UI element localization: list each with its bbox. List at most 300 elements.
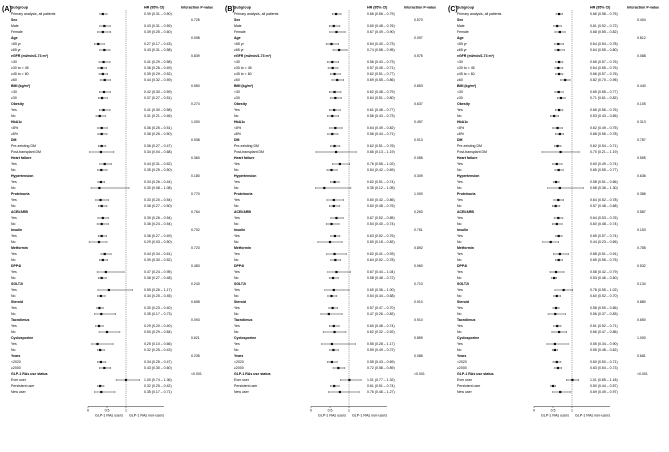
row-label: GLP-1 RAs use status (11, 372, 48, 377)
x-label-left: GLP-1 RAs users (95, 413, 123, 418)
hr-point (104, 163, 106, 165)
hr-point (101, 127, 103, 129)
hr-point (333, 199, 335, 201)
row-label: Heart failure (234, 156, 255, 161)
row-label: ≥2000 (457, 366, 467, 371)
hr-point (98, 325, 100, 327)
hr-point (558, 61, 560, 63)
row-hr-text: 0.62 (0.51 – 0.76) (367, 144, 395, 149)
row-label: Post-transplant DM (234, 150, 264, 155)
row-label: SGLT2i (457, 282, 469, 287)
x-tick-label: 0.5 (550, 408, 556, 413)
hr-point (554, 313, 556, 315)
row-label: ACEI/ARB (457, 210, 474, 215)
row-label: <65 yr (234, 42, 244, 47)
row-p-value: 0.812 (637, 36, 646, 41)
row-hr-text: 0.39 (0.25 – 0.60) (144, 30, 172, 35)
row-hr-text: 0.47 (0.24 – 0.95) (144, 270, 172, 275)
row-label: Steroid (234, 300, 247, 305)
row-hr-text: 0.34 (0.25 – 0.47) (144, 360, 172, 365)
x-tick-label: 0.5 (104, 408, 110, 413)
row-hr-text: 0.55 (0.26 – 1.17) (144, 288, 172, 293)
row-label: HbA1c (457, 120, 469, 125)
row-label: Yes (11, 198, 17, 203)
row-hr-text: 0.44 (0.23 – 0.65) (590, 240, 618, 245)
row-hr-text: 0.34 (0.04 – 0.68) (144, 150, 172, 155)
hr-point (555, 181, 557, 183)
row-label: HbA1c (234, 120, 246, 125)
row-label: Age (234, 36, 241, 41)
hr-point (101, 67, 103, 69)
row-label: Female (457, 30, 469, 35)
row-label: ≥8% (234, 132, 241, 137)
row-hr-text: 0.67 (0.49 – 0.90) (367, 30, 395, 35)
header-hr-ci: HR (95% CI) (367, 5, 388, 10)
row-hr-text: 0.62 (0.54 – 0.71) (590, 144, 618, 149)
x-tick-label: 0.5 (327, 408, 333, 413)
hr-point (558, 331, 560, 333)
row-label: No (457, 348, 462, 353)
row-label: No (11, 168, 16, 173)
row-hr-text: 0.71 (0.61 – 0.82) (590, 96, 618, 101)
hr-point (554, 349, 556, 351)
row-label: DPP4i (11, 264, 22, 269)
row-label: Yes (234, 180, 240, 185)
hr-point (333, 25, 335, 27)
row-hr-text: 0.35 (0.17 – 0.71) (144, 390, 172, 395)
row-p-value: 0.621 (191, 336, 200, 341)
row-hr-text: 0.60 (0.50 – 0.71) (590, 360, 618, 365)
row-label: ≥30 to < 45 (11, 66, 29, 71)
hr-point (97, 43, 99, 45)
hr-point (335, 13, 337, 15)
row-p-value: 0.960 (414, 264, 423, 269)
row-hr-text: 0.62 (0.51 – 0.74) (367, 180, 395, 185)
hr-point (331, 61, 333, 63)
row-hr-text: 0.72 (0.58 – 0.89) (367, 366, 395, 371)
row-label: No (234, 294, 239, 299)
row-p-value: 1.000 (637, 336, 646, 341)
row-label: Persistent user (11, 384, 35, 389)
row-label: Primary analysis, all patients (457, 12, 502, 17)
row-hr-text: 0.66 (0.47 – 0.86) (590, 330, 618, 335)
row-hr-text: 0.63 (0.52 – 0.76) (367, 234, 395, 239)
row-label: No (234, 330, 239, 335)
row-hr-text: 0.60 (0.48 – 0.76) (367, 24, 395, 29)
row-hr-text: 0.59 (0.49 – 0.72) (367, 348, 395, 353)
row-p-value: 0.404 (637, 18, 646, 23)
row-hr-text: 0.65 (0.56 – 0.75) (590, 258, 618, 263)
row-label: BMI (kg/m²) (234, 84, 254, 89)
row-label: Yes (11, 252, 17, 257)
row-label: Hypertension (234, 174, 257, 179)
hr-point (571, 379, 573, 381)
row-label: ≥65 yr (11, 48, 21, 53)
row-hr-text: 0.36 (0.27 – 0.50) (144, 204, 172, 209)
forest-panel-c (448, 6, 659, 418)
row-hr-text: 0.66 (0.57 – 0.76) (590, 72, 618, 77)
hr-point (552, 385, 554, 387)
row-label: Yes (11, 180, 17, 185)
row-p-value: 0.787 (637, 138, 646, 143)
row-label: Sex (11, 18, 18, 23)
row-label: ≥60 (457, 78, 463, 83)
row-p-value: 0.913 (414, 138, 423, 143)
hr-point (100, 151, 102, 153)
row-hr-text: 0.55 (0.48 – 0.62) (590, 348, 618, 353)
row-hr-text: 0.47 (0.26 – 0.82) (367, 312, 395, 317)
row-label: ≥8% (457, 132, 464, 137)
row-hr-text: 0.61 (0.52 – 0.71) (590, 324, 618, 329)
hr-point (100, 361, 102, 363)
hr-point (557, 67, 559, 69)
row-hr-text: 0.53 (0.46 – 0.60) (590, 276, 618, 281)
row-label: Age (457, 36, 464, 41)
hr-point (555, 205, 557, 207)
row-p-value: 0.636 (637, 174, 646, 179)
row-label: Primary analysis, all patients (11, 12, 56, 17)
hr-point (558, 235, 560, 237)
row-hr-text: 0.64 (0.54 – 0.78) (590, 42, 618, 47)
row-p-value: 0.274 (191, 102, 200, 107)
hr-point (103, 49, 105, 51)
x-tick-label: 0 (533, 408, 535, 413)
row-p-value: 0.085 (414, 156, 423, 161)
row-p-value: 0.785 (637, 246, 646, 251)
row-label: ≥45 to < 60 (234, 72, 252, 77)
row-hr-text: 0.36 (0.27 – 0.48) (144, 276, 172, 281)
row-label: Yes (457, 234, 463, 239)
hr-point (560, 151, 562, 153)
row-hr-text: 0.35 (0.12 – 1.05) (367, 186, 395, 191)
row-p-value: 0.880 (637, 300, 646, 305)
row-label: Yes (234, 234, 240, 239)
row-hr-text: 0.63 (0.54 – 0.73) (590, 366, 618, 371)
row-hr-text: 0.30 (0.08 – 1.08) (144, 186, 172, 191)
hr-point (333, 73, 335, 75)
row-label: Pre-existing DM (11, 144, 36, 149)
row-label: Cyclosporine (234, 336, 257, 341)
hr-point (332, 307, 334, 309)
row-hr-text: 0.36 (0.24 – 0.54) (144, 222, 172, 227)
row-label: Yes (234, 342, 240, 347)
row-label: No (11, 240, 16, 245)
x-label-right: GLP-1 RAs non-users (129, 413, 165, 418)
hr-point (330, 169, 332, 171)
row-label: Years (234, 354, 244, 359)
row-hr-text: 0.66 (0.56 – 0.79) (367, 12, 395, 17)
row-label: No (11, 312, 16, 317)
hr-point (102, 13, 104, 15)
row-label: Male (11, 24, 19, 29)
row-label: No (457, 114, 462, 119)
row-hr-text: 0.50 (0.29 – 0.84) (144, 330, 172, 335)
hr-point (106, 331, 108, 333)
row-p-value: 0.570 (414, 18, 423, 23)
hr-point (331, 133, 333, 135)
row-hr-text: 0.61 (0.52 – 0.72) (590, 24, 618, 29)
row-label: Post-transplant DM (457, 150, 487, 155)
header-subgroup: Subgroup (457, 5, 474, 10)
row-label: <30 (234, 90, 240, 95)
row-hr-text: 0.62 (0.48 – 0.79) (367, 90, 395, 95)
row-label: ≥60 (234, 78, 240, 83)
row-label: Yes (457, 252, 463, 257)
hr-point (556, 325, 558, 327)
hr-point (104, 79, 106, 81)
row-hr-text: 0.54 (0.40 – 0.73) (367, 42, 395, 47)
row-hr-text: 1.01 (0.77 – 1.32) (367, 378, 395, 383)
row-label: DPP4i (234, 264, 245, 269)
row-hr-text: 0.60 (0.48 – 0.76) (367, 204, 395, 209)
hr-point (333, 205, 335, 207)
row-hr-text: 0.35 (0.17 – 0.73) (144, 312, 172, 317)
row-label: Yes (234, 216, 240, 221)
row-label: Metformin (234, 246, 251, 251)
row-p-value: 0.698 (191, 300, 200, 305)
row-hr-text: 0.66 (0.57 – 0.76) (590, 60, 618, 65)
hr-point (563, 289, 565, 291)
row-hr-text: 0.62 (0.32 – 0.92) (367, 330, 395, 335)
hr-point (559, 391, 561, 393)
row-label: No (11, 330, 16, 335)
row-hr-text: 0.60 (0.49 – 0.74) (590, 162, 618, 167)
row-label: No (457, 276, 462, 281)
hr-point (96, 343, 98, 345)
row-label: Yes (11, 216, 17, 221)
row-hr-text: 0.66 (0.56 – 0.76) (590, 108, 618, 113)
row-label: Tacrolimus (11, 318, 30, 323)
hr-point (559, 187, 561, 189)
row-label: Pre-existing DM (234, 144, 259, 149)
row-label: ≥2000 (11, 366, 21, 371)
row-label: ≥30 (11, 96, 17, 101)
row-label: No (11, 114, 16, 119)
forest-panel-a (2, 6, 213, 418)
row-p-value: 0.910 (414, 318, 423, 323)
header-interaction-p: Interaction P-value (627, 5, 660, 10)
row-hr-text: 0.57 (0.48 – 0.68) (590, 204, 618, 209)
row-label: No (457, 294, 462, 299)
hr-point (556, 295, 558, 297)
row-label: Post-transplant DM (11, 150, 41, 155)
hr-point (553, 115, 555, 117)
row-hr-text: 0.44 (0.31 – 0.62) (144, 162, 172, 167)
row-hr-text: 0.58 (0.50 – 0.66) (590, 306, 618, 311)
row-label: GLP-1 RAs use status (457, 372, 494, 377)
hr-point (332, 67, 334, 69)
row-label: New user (457, 390, 472, 395)
row-label: Metformin (11, 246, 28, 251)
row-label: SGLT2i (234, 282, 246, 287)
hr-point (101, 205, 103, 207)
row-hr-text: 0.78 (0.55 – 1.02) (590, 288, 618, 293)
hr-point (100, 391, 102, 393)
row-label: No (234, 222, 239, 227)
row-hr-text: 0.65 (0.55 – 0.77) (590, 90, 618, 95)
row-label: Yes (457, 324, 463, 329)
row-p-value: 0.243 (191, 282, 200, 287)
row-label: Heart failure (457, 156, 478, 161)
row-hr-text: 0.41 (0.29 – 0.58) (144, 60, 172, 65)
row-p-value: 0.764 (191, 210, 200, 215)
row-label: No (234, 204, 239, 209)
row-hr-text: 0.55 (0.28 – 1.17) (367, 342, 395, 347)
hr-point (335, 217, 337, 219)
row-label: Yes (11, 108, 17, 113)
hr-point (101, 145, 103, 147)
hr-point (329, 241, 331, 243)
row-label: <30 (457, 90, 463, 95)
row-label: Years (11, 354, 21, 359)
row-hr-text: 0.60 (0.42 – 0.86) (367, 198, 395, 203)
hr-point (556, 145, 558, 147)
row-hr-text: 0.57 (0.45 – 0.71) (367, 66, 395, 71)
row-hr-text: 0.67 (0.52 – 0.85) (367, 216, 395, 221)
row-label: No (457, 186, 462, 191)
hr-point (559, 31, 561, 33)
hr-point (555, 271, 557, 273)
hr-point (103, 25, 105, 27)
row-label: Metformin (457, 246, 474, 251)
row-hr-text: 0.36 (0.26 – 0.49) (144, 66, 172, 71)
row-hr-text: 1.00 (0.74 – 1.36) (144, 378, 172, 383)
row-label: <65 yr (457, 42, 467, 47)
row-label: Years (457, 354, 467, 359)
hr-point (98, 187, 100, 189)
hr-point (101, 97, 103, 99)
hr-point (339, 391, 341, 393)
row-hr-text: 0.25 (0.10 – 0.66) (144, 342, 172, 347)
row-label: ≥45 to < 60 (11, 72, 29, 77)
row-hr-text: 0.35 (0.25 – 0.50) (144, 168, 172, 173)
row-p-value: 0.710 (414, 282, 423, 287)
row-hr-text: 0.53 (0.43 – 0.65) (590, 114, 618, 119)
row-p-value: 0.681 (637, 354, 646, 359)
row-hr-text: 0.55 (0.43 – 0.69) (367, 360, 395, 365)
row-label: No (457, 258, 462, 263)
row-hr-text: 0.57 (0.47 – 0.70) (367, 306, 395, 311)
row-label: Male (457, 24, 465, 29)
row-hr-text: 0.42 (0.30 – 0.59) (144, 90, 172, 95)
row-p-value: 0.555 (637, 156, 646, 161)
row-hr-text: 0.29 (0.03 – 0.50) (144, 240, 172, 245)
row-label: BMI (kg/m²) (11, 84, 31, 89)
row-label: ≥8% (11, 132, 18, 137)
row-hr-text: 0.64 (0.52 – 0.78) (367, 258, 395, 263)
row-p-value: 0.134 (637, 282, 646, 287)
row-hr-text: 0.27 (0.17 – 0.43) (144, 42, 172, 47)
row-p-value: 0.839 (191, 54, 200, 59)
row-label: <2020 (234, 360, 244, 365)
row-label: No (11, 186, 16, 191)
row-hr-text: 0.64 (0.51 – 0.80) (367, 96, 395, 101)
hr-point (556, 25, 558, 27)
row-label: Yes (11, 162, 17, 167)
hr-point (99, 199, 101, 201)
hr-point (555, 307, 557, 309)
row-label: Obesity (457, 102, 470, 107)
hr-point (335, 31, 337, 33)
row-hr-text: 0.56 (0.43 – 0.73) (367, 114, 395, 119)
row-hr-text: 0.76 (0.46 – 1.27) (367, 390, 395, 395)
row-label: Yes (457, 216, 463, 221)
hr-point (333, 385, 335, 387)
row-label: Proteinuria (234, 192, 253, 197)
row-label: Yes (234, 270, 240, 275)
row-hr-text: 0.67 (0.44 – 1.04) (367, 270, 395, 275)
row-label: ≥30 to < 45 (234, 66, 252, 71)
row-label: Female (11, 30, 23, 35)
row-label: Yes (234, 108, 240, 113)
hr-point (98, 307, 100, 309)
hr-point (557, 217, 559, 219)
row-label: <30 (457, 60, 463, 65)
row-p-value: 0.702 (191, 228, 200, 233)
row-hr-text: 0.31 (0.21 – 0.46) (144, 114, 172, 119)
row-label: Sex (234, 18, 241, 23)
hr-point (558, 91, 560, 93)
forest-panel-b (225, 6, 436, 418)
row-hr-text: 0.70 (0.21 – 1.19) (590, 150, 618, 155)
row-label: Insulin (11, 228, 23, 233)
hr-point (98, 241, 100, 243)
hr-point (557, 43, 559, 45)
hr-point (338, 49, 340, 51)
header-subgroup: Subgroup (234, 5, 251, 10)
row-label: ≥60 (11, 78, 17, 83)
row-label: ≥30 to < 45 (457, 66, 475, 71)
row-p-value: 0.853 (414, 84, 423, 89)
row-label: SGLT2i (11, 282, 23, 287)
hr-point (560, 97, 562, 99)
row-hr-text: 0.32 (0.25 – 0.42) (144, 384, 172, 389)
hr-point (323, 187, 325, 189)
row-hr-text: 0.68 (0.51 – 0.91) (590, 252, 618, 257)
row-p-value: 0.761 (414, 228, 423, 233)
row-label: Yes (457, 162, 463, 167)
row-hr-text: 0.58 (0.42 – 0.79) (590, 270, 618, 275)
hr-point (554, 343, 556, 345)
hr-point (557, 367, 559, 369)
row-p-value: 0.532 (637, 264, 646, 269)
hr-point (99, 385, 101, 387)
header-hr-ci: HR (95% CI) (144, 5, 165, 10)
row-hr-text: 0.41 (0.30 – 0.58) (144, 108, 172, 113)
row-label: Hypertension (457, 174, 480, 179)
hr-point (101, 277, 103, 279)
row-label: Hypertension (11, 174, 34, 179)
row-p-value: 0.859 (414, 336, 423, 341)
row-label: No (457, 168, 462, 173)
row-p-value: 0.457 (414, 120, 423, 125)
row-hr-text: 0.64 (0.55 – 0.80) (590, 48, 618, 53)
row-label: Yes (234, 252, 240, 257)
row-label: No (11, 294, 16, 299)
row-label: Yes (234, 198, 240, 203)
hr-point (103, 91, 105, 93)
hr-point (334, 97, 336, 99)
hr-point (333, 181, 335, 183)
row-label: No (234, 168, 239, 173)
row-hr-text: 0.39 (0.26 – 0.54) (144, 216, 172, 221)
row-hr-text: 0.50 (0.44 – 0.57) (590, 384, 618, 389)
hr-point (333, 289, 335, 291)
row-hr-text: 0.36 (0.27 – 0.47) (144, 144, 172, 149)
row-label: Insulin (234, 228, 246, 233)
row-label: Obesity (234, 102, 247, 107)
row-p-value: 0.235 (191, 354, 200, 359)
